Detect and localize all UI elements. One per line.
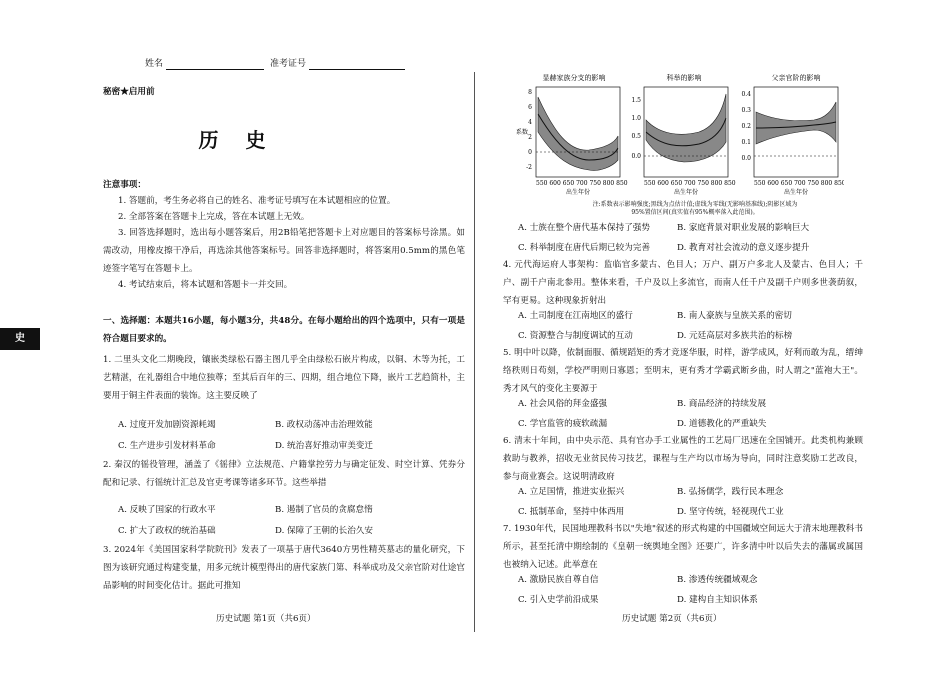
question-7-stem: 7. 1930年代，民国地理教科书以"失地"叙述的形式构建的中国疆域空间远大于清末地理教科书所示，甚至托清中期绘制的《皇朝一统舆地全图》还要广，许多清中叶以后失去的藩属或属国也被纳入记述。此举意在 <box>503 524 863 570</box>
panel-3-ytick-0-4: 0.4 <box>741 91 751 98</box>
panel-1-ytick-0: 0 <box>528 149 532 156</box>
notice-heading: 注意事项： <box>103 180 146 190</box>
exam-id-field <box>270 58 405 70</box>
panel-1 <box>516 73 628 196</box>
panel-1-ylabel: 系数 <box>516 129 529 136</box>
panel-1-ytick-4: 4 <box>528 119 532 126</box>
q7-option-a[interactable]: A. 激励民族自尊自信 <box>518 575 599 585</box>
panel-3-ytick-0-1: 0.1 <box>741 139 751 146</box>
q1-option-c[interactable]: C. 生产进步引发材料革命 <box>118 441 216 451</box>
q7-option-d[interactable]: D. 建构自主知识体系 <box>677 595 758 605</box>
notice-item-3: 3. 回答选择题时，选出每小题答案后，用2B铅笔把答题卡上对应题目的答案标号涂黑。如需改动，用橡皮擦干净后，再选涂其他答案标号。回答非选择题时，将答案用0.5mm的黑色笔迹签字笔写在答题卡上。 <box>103 228 465 274</box>
panel-1-ytick-2: 2 <box>528 134 532 141</box>
q2-option-b[interactable]: B. 遏制了官员的贪腐怠惰 <box>275 505 373 515</box>
panel-3-ytick-0-0: 0.0 <box>741 155 751 162</box>
q7-option-c[interactable]: C. 引入史学前沿成果 <box>518 595 599 605</box>
notice-item-4: 4. 考试结束后，将本试题和答题卡一并交回。 <box>118 280 293 290</box>
q1-option-b[interactable]: B. 政权动荡冲击治理效能 <box>275 420 373 430</box>
q4-option-b[interactable]: B. 南人豪族与皇族关系的密切 <box>677 311 792 321</box>
panel-3-ytick-0-2: 0.2 <box>741 123 751 130</box>
q2-option-d[interactable]: D. 保障了王朝的长治久安 <box>275 526 373 536</box>
figure-svg <box>514 72 844 202</box>
q5-option-c[interactable]: C. 学官监管的疲软疏漏 <box>518 419 608 429</box>
panel-3-ci-band <box>756 102 836 144</box>
q4-option-d[interactable]: D. 元廷高层对多族共治的标榜 <box>677 331 793 341</box>
q1-option-a[interactable]: A. 过度开发加剧资源耗竭 <box>118 420 216 430</box>
section-heading: 一、选择题：本题共16小题，每小题3分，共48分。在每小题给出的四个选项中，只有一项是符合题目要求的。 <box>103 316 465 344</box>
q6-option-d[interactable]: D. 坚守传统，轻视现代工业 <box>677 507 784 517</box>
q7-option-b[interactable]: B. 渗透传统疆域观念 <box>677 575 758 585</box>
panel-2-ytick-0-5: 0.5 <box>631 133 641 140</box>
question-5-stem: 5. 明中叶以降，依制面服、循规蹈矩的秀才竞逐华服，时样，游学成风，好利而敢为乱，缙绅络秩则日苟刻，学校严明则日寡恩；至明末，更有秀才学霸武断乡曲，时人谓之"蓝袍大王"。秀才风气的变化主要源于 <box>503 348 863 394</box>
question-6-stem: 6. 清末十年间，由中央示范、具有官办手工业属性的工艺局厂迅速在全国铺开。此类机构兼顾救助与教养，招收无业贫民传习技艺，课程与生产均以市场为导向，同时注意奖励工艺改良，参与商业赛会。这说明清政府 <box>503 436 863 482</box>
panel-2-ci-band <box>646 94 726 162</box>
q1-option-d[interactable]: D. 统治喜好推动审美变迁 <box>275 441 373 451</box>
name-underline <box>166 58 264 70</box>
panel-1-ci-band <box>538 97 618 170</box>
panel-3-ytick-0-3: 0.3 <box>741 107 751 114</box>
confidential-mark: 秘密★启用前 <box>103 87 155 97</box>
figure-note-line-2: 95%置信区间(真实值有95%概率落入此范围)。 <box>631 209 759 216</box>
q5-option-b[interactable]: B. 商品经济的持续发展 <box>677 399 767 409</box>
notice-item-2: 2. 全部答案在答题卡上完成，答在本试题上无效。 <box>118 212 310 222</box>
q4-option-a[interactable]: A. 土司制度在江南地区的盛行 <box>518 311 633 321</box>
question-2-stem: 2. 秦汉的徭役管理，涵盖了《徭律》立法规范、户籍掌控劳力与确定征发、时空计算、凭券分配和记录、行徭统计汇总及官吏考课等诸多环节。这些举措 <box>103 460 465 488</box>
subject-side-tab: 史 <box>0 328 40 350</box>
footer-page-1: 历史试题 第1页（共6页） <box>216 614 316 624</box>
q3-option-c[interactable]: C. 科举制度在唐代后期已较为完善 <box>518 243 651 253</box>
question-4-stem: 4. 元代海运府人事架构：监临官多蒙古、色目人；万户、副万户多北人及蒙古、色目人；千户、副千户南北参用。整体来看，千户及以上多流官，而南人任千户及副千户则多世袭荫叙，罕有更易。这种现象折射出 <box>503 260 863 306</box>
q2-option-a[interactable]: A. 反映了国家的行政水平 <box>118 505 216 515</box>
page-divider <box>474 72 475 632</box>
name-label: 姓名 <box>145 59 164 69</box>
q6-option-b[interactable]: B. 弘扬儒学，践行民本理念 <box>677 487 784 497</box>
footer-page-2: 历史试题 第2页（共6页） <box>622 614 722 624</box>
q5-option-a[interactable]: A. 社会风俗的拜金盛强 <box>518 399 608 409</box>
panel-1-title: 显赫家族分支的影响 <box>542 74 606 82</box>
q3-option-b[interactable]: B. 家庭背景对职业发展的影响巨大 <box>677 223 810 233</box>
panel-1-xlabel: 出生年份 <box>565 189 591 196</box>
name-field <box>145 58 264 70</box>
panel-3-xticks: 550 600 650 700 750 800 850 <box>754 180 844 187</box>
q3-option-d[interactable]: D. 教育对社会流动的意义逐步提升 <box>677 243 810 253</box>
panel-2-xlabel: 出生年份 <box>673 189 699 196</box>
panel-2-ytick-0-0: 0.0 <box>631 153 641 160</box>
page-title: 历 史 <box>198 128 276 152</box>
figure-note <box>540 201 850 217</box>
q6-option-c[interactable]: C. 抵制革命，坚持中体西用 <box>518 507 625 517</box>
q5-option-d[interactable]: D. 道德教化的严重缺失 <box>677 419 767 429</box>
panel-2-title: 科举的影响 <box>666 74 702 82</box>
panel-3-title: 父亲官阶的影响 <box>771 74 821 82</box>
panel-3 <box>741 73 844 196</box>
panel-1-ytick-8: 8 <box>528 89 532 96</box>
panel-1-ytick-6: 6 <box>528 104 532 111</box>
q3-option-a[interactable]: A. 士族在整个唐代基本保持了强势 <box>518 223 650 233</box>
figure-note-line-1: 注:系数表示影响强度;黑线为点估计值;虚线为零线(无影响基准线);阴影区域为 <box>592 201 798 208</box>
question-1-stem: 1. 二里头文化二期晚段，镶嵌类绿松石器主图几乎全由绿松石嵌片构成，以铜、木等为托，工艺精湛，在礼器组合中地位独尊；至其后百年的三、四期，组合地位下降，嵌片工艺趋简朴，主要用于铜主件表面的装饰。这主要反映了 <box>103 355 465 401</box>
panel-2 <box>631 73 735 196</box>
panel-1-xticks: 550 600 650 700 750 800 850 <box>536 180 628 187</box>
question-3-stem: 3. 2024年《美国国家科学院院刊》发表了一项基于唐代3640方男性精英墓志的量化研究，下图为该研究通过构建变量，用多元统计模型得出的唐代家族门第、科举成功及父亲官阶对仕途官品影响的时间变化估计。据此可推知 <box>103 545 465 591</box>
panel-2-ytick-1-0: 1.0 <box>631 115 641 122</box>
q4-option-c[interactable]: C. 资源整合与制度调试的互动 <box>518 331 633 341</box>
notice-item-1: 1. 答题前，考生务必将自己的姓名、准考证号填写在本试题相应的位置。 <box>118 196 396 206</box>
panel-2-ytick-1-5: 1.5 <box>631 97 641 104</box>
panel-3-xlabel: 出生年份 <box>783 189 809 196</box>
figure-panels <box>514 72 844 202</box>
exam-id-underline <box>309 58 405 70</box>
panel-2-xticks: 550 600 650 700 750 800 850 <box>644 180 736 187</box>
panel-1-ytick-neg2: -2 <box>526 164 532 171</box>
q2-option-c[interactable]: C. 扩大了政权的统治基础 <box>118 526 216 536</box>
q6-option-a[interactable]: A. 立足国情，推进实业振兴 <box>518 487 625 497</box>
exam-id-label: 准考证号 <box>270 59 307 69</box>
